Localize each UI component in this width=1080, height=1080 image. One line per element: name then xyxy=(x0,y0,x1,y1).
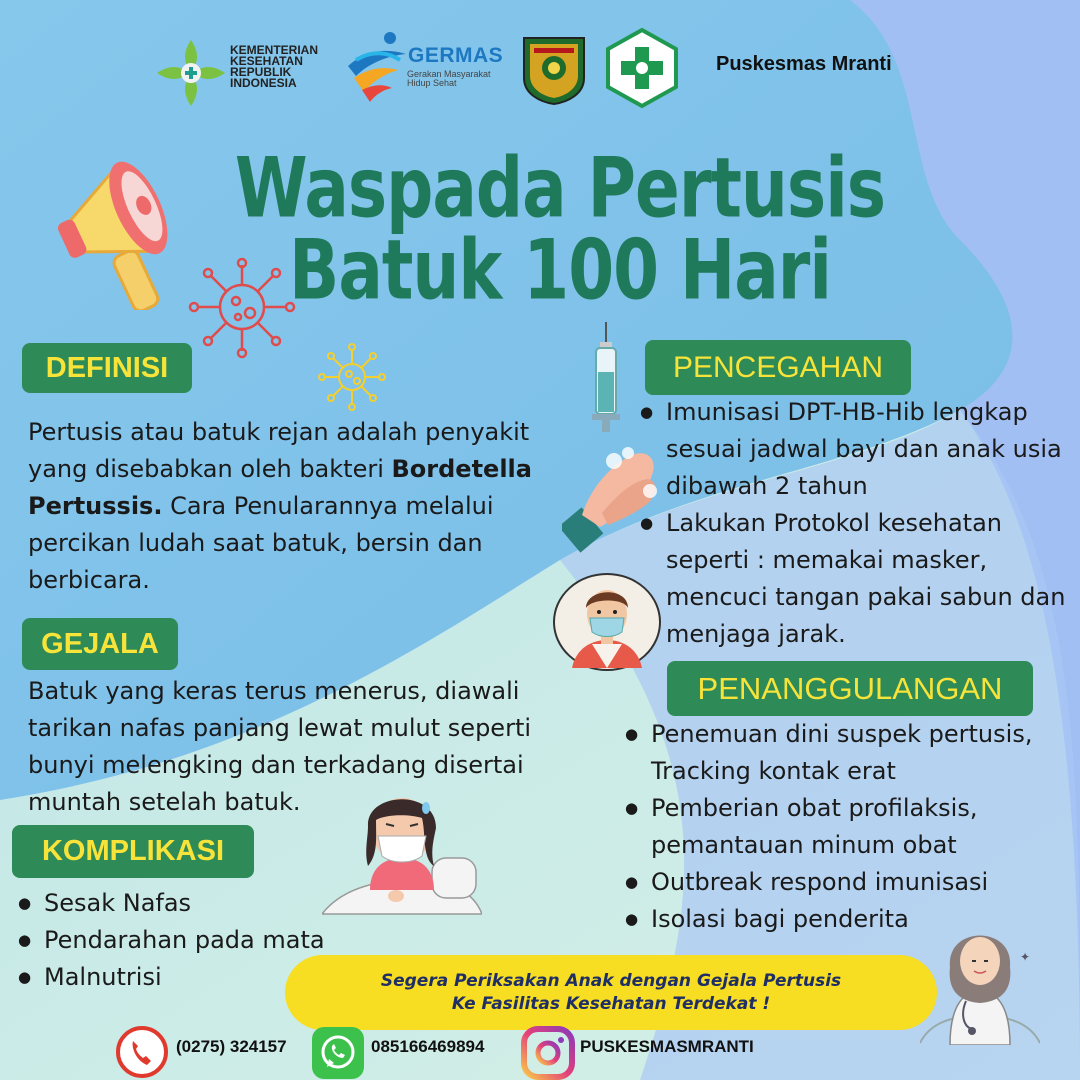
title-line-1: Waspada Pertusis xyxy=(234,140,886,237)
puskesmas-logo-icon xyxy=(605,27,679,109)
doctor-icon xyxy=(920,905,1040,1045)
list-item: ● Isolasi bagi penderita xyxy=(625,901,1065,938)
penanggulangan-heading: PENANGGULANGAN xyxy=(667,661,1033,716)
komplikasi-heading: KOMPLIKASI xyxy=(12,825,254,878)
list-item: ● Pemberian obat profilaksis, pemantauan minum obat xyxy=(625,790,1065,864)
list-item: ● Outbreak respond imunisasi xyxy=(625,864,1065,901)
cta-line-1: Segera Periksakan Anak dengan Gejala Pertusis xyxy=(380,970,842,991)
pencegahan-list xyxy=(640,394,1080,653)
list-item: ● Sesak Nafas xyxy=(18,885,418,922)
gejala-text: Batuk yang keras terus menerus, diawali tarikan nafas panjang lewat mulut seperti bunyi melengking dan terkadang disertai muntah setelah batuk. xyxy=(28,677,532,816)
pencegahan-heading: PENCEGAHAN xyxy=(645,340,911,395)
definisi-heading: DEFINISI xyxy=(22,343,192,393)
whatsapp-number[interactable]: 085166469894 xyxy=(371,1037,485,1056)
syringe-icon xyxy=(588,322,624,432)
list-item: ● Imunisasi DPT-HB-Hib lengkap sesuai jadwal bayi dan anak usia dibawah 2 tahun xyxy=(640,394,1080,505)
kemenkes-logo-text: KEMENTERIAN KESEHATAN REPUBLIK INDONESIA xyxy=(230,43,319,90)
phone-number[interactable]: (0275) 324157 xyxy=(176,1037,287,1056)
list-item: ● Pendarahan pada mata xyxy=(18,922,418,959)
instagram-icon xyxy=(520,1025,576,1080)
list-item: ● Malnutrisi xyxy=(18,959,418,996)
phone-icon xyxy=(115,1025,169,1079)
regional-emblem-icon xyxy=(520,34,588,106)
gejala-heading: GEJALA xyxy=(22,618,178,670)
kemenkes-logo-icon xyxy=(155,38,227,108)
call-to-action-banner xyxy=(285,955,937,1030)
cta-line-2: Ke Fasilitas Kesehatan Terdekat ! xyxy=(451,993,771,1014)
germas-logo-title: GERMAS xyxy=(408,44,504,67)
list-item: ● Penemuan dini suspek pertusis, Tracking kontak erat xyxy=(625,716,1065,790)
puskesmas-name: Puskesmas Mranti xyxy=(716,53,892,75)
svg-text:✦: ✦ xyxy=(1020,950,1031,964)
whatsapp-icon xyxy=(310,1025,366,1080)
sick-child-icon xyxy=(322,778,482,918)
virus-outline-yellow-icon xyxy=(315,340,390,415)
title-line-2: Batuk 100 Hari xyxy=(289,222,831,319)
instagram-handle[interactable]: PUSKESMASMRANTI xyxy=(580,1037,754,1056)
definisi-text: Pertusis atau batuk rejan adalah penyakit yang disebabkan oleh bakteri Bordetella Pertussis. Cara Penularannya melalui percikan ludah saat batuk, bersin dan berbicara. xyxy=(28,418,532,594)
germas-logo-subtitle: Gerakan Masyarakat Hidup Sehat xyxy=(407,69,491,88)
list-item: ● Lakukan Protokol kesehatan seperti : memakai masker, mencuci tangan pakai sabun dan menjaga jarak. xyxy=(640,505,1080,653)
germas-logo-icon xyxy=(346,30,408,102)
